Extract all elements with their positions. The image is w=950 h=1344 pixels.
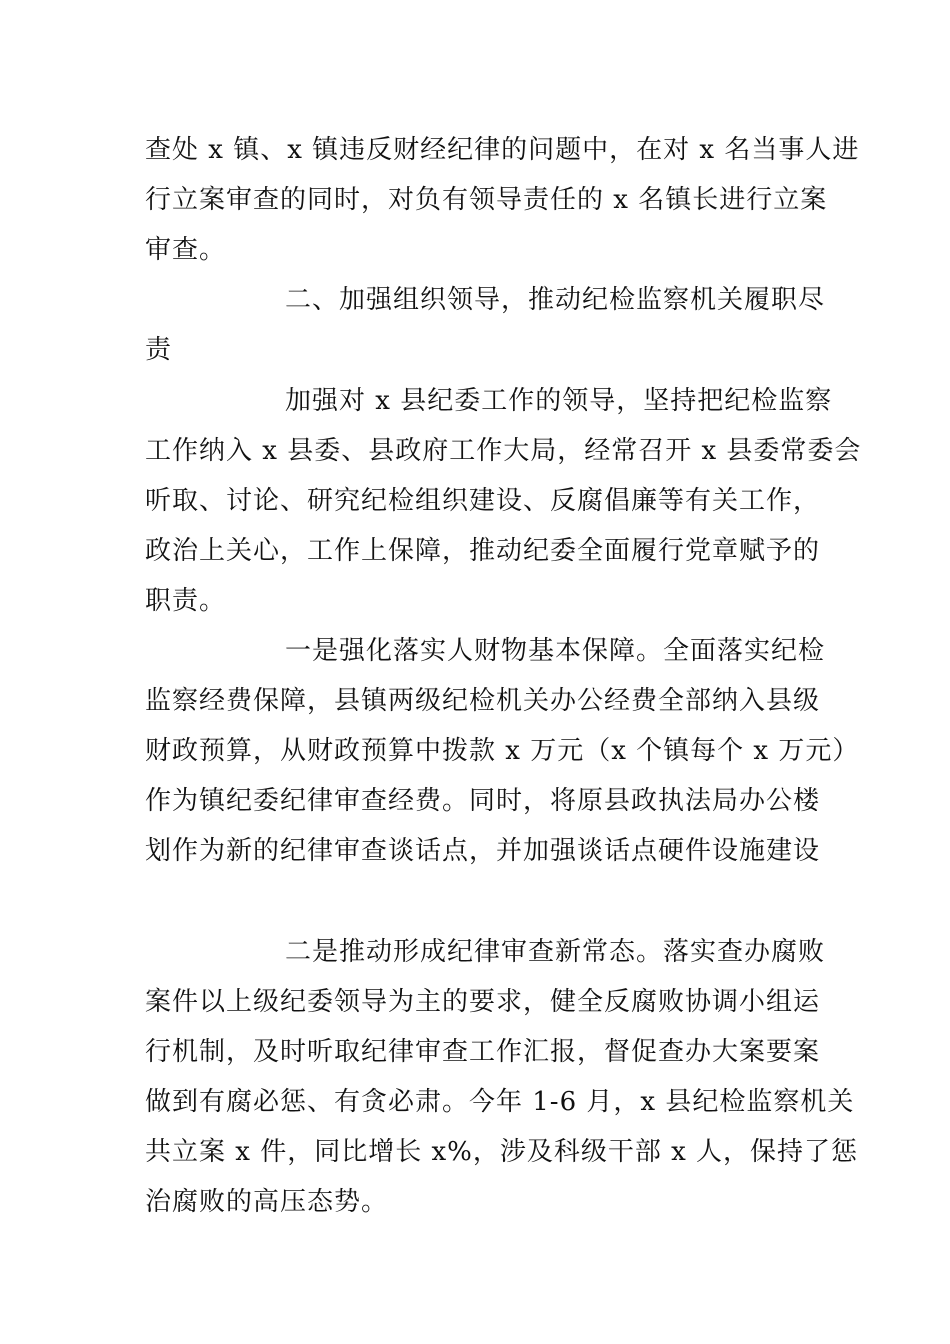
text-line: 听取、讨论、研究纪检组织建设、反腐倡廉等有关工作，	[145, 486, 821, 516]
text-line: 案件以上级纪委领导为主的要求，健全反腐败协调小组运	[145, 987, 821, 1017]
text-line: 共立案 x 件，同比增长 x%，涉及科级干部 x 人，保持了惩	[145, 1137, 859, 1167]
text-line: 工作纳入 x 县委、县政府工作大局，经常召开 x 县委常委会	[145, 436, 862, 466]
section-heading-continued: 责	[145, 335, 173, 365]
text-line: 行立案审查的同时，对负有领导责任的 x 名镇长进行立案	[145, 185, 828, 215]
text-line: 审查。	[145, 235, 227, 265]
text-line: 划作为新的纪律审查谈话点，并加强谈话点硬件设施建设	[145, 836, 821, 866]
paragraph-start: 一是强化落实人财物基本保障。全面落实纪检	[285, 636, 826, 666]
paragraph-start: 加强对 x 县纪委工作的领导，坚持把纪检监察	[285, 386, 833, 416]
text-line: 财政预算，从财政预算中拨款 x 万元（x 个镇每个 x 万元）	[145, 736, 860, 766]
text-line: 行机制，及时听取纪律审查工作汇报，督促查办大案要案	[145, 1037, 821, 1067]
text-line: 治腐败的高压态势。	[145, 1187, 389, 1217]
text-line: 作为镇纪委纪律审查经费。同时，将原县政执法局办公楼	[145, 786, 821, 816]
text-line: 职责。	[145, 586, 227, 616]
text-line: 政治上关心，工作上保障，推动纪委全面履行党章赋予的	[145, 536, 821, 566]
paragraph-start: 二是推动形成纪律审查新常态。落实查办腐败	[285, 937, 826, 967]
text-line: 监察经费保障，县镇两级纪检机关办公经费全部纳入县级	[145, 686, 821, 716]
text-line: 查处 x 镇、x 镇违反财经纪律的问题中，在对 x 名当事人进	[145, 135, 860, 165]
section-heading: 二、加强组织领导，推动纪检监察机关履职尽	[285, 285, 826, 315]
text-line: 做到有腐必惩、有贪必肃。今年 1-6 月，x 县纪检监察机关	[145, 1087, 855, 1117]
